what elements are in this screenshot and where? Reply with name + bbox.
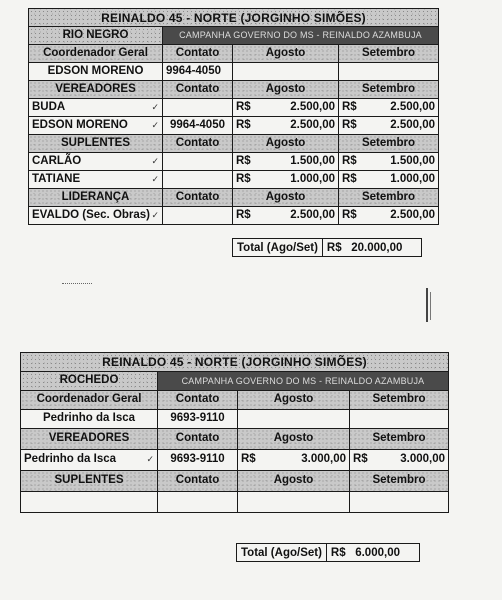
row-name-text: CARLÃO	[32, 154, 82, 167]
section-september-header: Setembro	[339, 189, 439, 207]
row-name	[29, 171, 163, 189]
amount-value: 2.500,00	[290, 118, 335, 131]
section-title: LIDERANÇA	[29, 189, 163, 207]
row-name-text: BUDA	[32, 100, 66, 113]
row-contact: 9964-4050	[163, 117, 233, 135]
row-september	[350, 492, 449, 513]
table2-total-label: Total (Ago/Set)	[237, 544, 327, 562]
currency-symbol: R$	[353, 453, 368, 466]
scan-artifact-dots	[62, 283, 92, 285]
amount-value: 2.500,00	[390, 118, 436, 131]
amount-value: 2.500,00	[390, 208, 436, 221]
table2-section-header	[21, 471, 449, 492]
row-name	[29, 207, 163, 225]
table1-sheet	[28, 8, 439, 225]
section-title: VEREADORES	[29, 81, 163, 99]
table1-section-header	[29, 81, 439, 99]
amount-value: 1.000,00	[390, 172, 436, 185]
amount-value: 1.000,00	[290, 172, 335, 185]
currency-symbol: R$	[342, 172, 357, 185]
table-row	[21, 450, 449, 471]
currency-symbol: R$	[236, 154, 251, 167]
section-contact-header: Contato	[163, 189, 233, 207]
table1-header-august: Agosto	[233, 45, 339, 63]
section-august-header: Agosto	[233, 189, 339, 207]
table1-section-header	[29, 135, 439, 153]
row-august	[233, 117, 339, 135]
table-row	[29, 171, 439, 189]
handwritten-check-icon: ✓	[151, 210, 159, 221]
currency-symbol: R$	[236, 208, 251, 221]
row-name	[29, 153, 163, 171]
section-contact-header: Contato	[163, 81, 233, 99]
currency-symbol: R$	[342, 208, 357, 221]
table1-coordinator-contact: 9964-4050	[163, 63, 233, 81]
table2-coordinator-aug	[238, 410, 350, 429]
table1-total-value	[322, 239, 421, 257]
table2-section-header	[21, 429, 449, 450]
handwritten-check-icon: ✓	[151, 102, 159, 113]
table2-header-august: Agosto	[238, 391, 350, 410]
amount-value: 1.500,00	[290, 154, 335, 167]
section-title: SUPLENTES	[29, 135, 163, 153]
table-row	[29, 153, 439, 171]
row-september	[339, 153, 439, 171]
row-august	[233, 153, 339, 171]
section-september-header: Setembro	[350, 429, 449, 450]
amount-value: 3.000,00	[400, 453, 446, 466]
section-september-header: Setembro	[339, 135, 439, 153]
table-row	[29, 207, 439, 225]
section-title: VEREADORES	[21, 429, 158, 450]
row-name	[21, 450, 158, 471]
handwritten-check-icon: ✓	[151, 120, 159, 131]
table2-header-contact: Contato	[158, 391, 238, 410]
section-august-header: Agosto	[238, 429, 350, 450]
table1-header-september: Setembro	[339, 45, 439, 63]
table1-header-coordinator: Coordenador Geral	[29, 45, 163, 63]
table2-total	[236, 543, 420, 562]
section-contact-header: Contato	[158, 429, 238, 450]
section-title: SUPLENTES	[21, 471, 158, 492]
currency-symbol: R$	[236, 172, 251, 185]
section-september-header: Setembro	[350, 471, 449, 492]
table2-title: REINALDO 45 - NORTE (JORGINHO SIMÕES)	[21, 353, 449, 372]
amount-value: 2.500,00	[390, 100, 436, 113]
section-september-header: Setembro	[339, 81, 439, 99]
table1	[28, 8, 439, 225]
table2-location: ROCHEDO	[21, 372, 158, 391]
table2-coordinator-contact: 9693-9110	[158, 410, 238, 429]
handwritten-check-icon: ✓	[151, 174, 159, 185]
scan-artifact-line-2	[430, 292, 431, 320]
table1-body	[29, 81, 439, 225]
row-contact	[163, 207, 233, 225]
table2	[20, 352, 449, 513]
amount-value: 3.000,00	[301, 453, 346, 466]
table2-sheet	[20, 352, 449, 513]
amount-value: 2.500,00	[290, 100, 335, 113]
table2-header-coordinator: Coordenador Geral	[21, 391, 158, 410]
table2-header-september: Setembro	[350, 391, 449, 410]
row-contact	[163, 153, 233, 171]
currency-symbol: R$	[236, 118, 251, 131]
table1-coordinator-name: EDSON MORENO	[29, 63, 163, 81]
table1-total-amount: 20.000,00	[351, 241, 403, 254]
table2-campaign: CAMPANHA GOVERNO DO MS - REINALDO AZAMBUJA	[158, 372, 449, 391]
row-august	[233, 99, 339, 117]
table1-section-header	[29, 189, 439, 207]
table-row	[29, 117, 439, 135]
table1-total	[232, 238, 422, 257]
scan-artifact-line	[426, 288, 428, 322]
row-name	[21, 492, 158, 513]
row-september	[339, 207, 439, 225]
row-contact	[163, 99, 233, 117]
row-august	[233, 207, 339, 225]
handwritten-check-icon: ✓	[151, 156, 159, 167]
row-september	[339, 117, 439, 135]
row-august	[238, 450, 350, 471]
section-contact-header: Contato	[163, 135, 233, 153]
row-name-text: TATIANE	[32, 172, 81, 185]
table-row	[29, 99, 439, 117]
table1-total-label: Total (Ago/Set)	[233, 239, 323, 257]
row-name-text: EDSON MORENO	[32, 118, 128, 131]
table2-coordinator-sep	[350, 410, 449, 429]
currency-symbol: R$	[236, 100, 251, 113]
table1-total-currency: R$	[326, 241, 342, 254]
table2-coordinator-name: Pedrinho da Isca	[21, 410, 158, 429]
row-august	[238, 492, 350, 513]
row-september	[350, 450, 449, 471]
table-row	[21, 492, 449, 513]
currency-symbol: R$	[342, 154, 357, 167]
table1-coordinator-sep	[339, 63, 439, 81]
table2-total-currency: R$	[330, 546, 346, 559]
currency-symbol: R$	[241, 453, 256, 466]
row-name	[29, 99, 163, 117]
table2-total-value	[326, 544, 419, 562]
table2-body	[21, 429, 449, 513]
table1-coordinator-aug	[233, 63, 339, 81]
row-september	[339, 171, 439, 189]
section-august-header: Agosto	[238, 471, 350, 492]
row-contact	[158, 492, 238, 513]
section-contact-header: Contato	[158, 471, 238, 492]
handwritten-check-icon: ✓	[146, 455, 154, 466]
table1-location: RIO NEGRO	[29, 27, 163, 45]
amount-value: 1.500,00	[390, 154, 436, 167]
table1-header-contact: Contato	[163, 45, 233, 63]
row-name	[29, 117, 163, 135]
row-contact: 9693-9110	[158, 450, 238, 471]
row-contact	[163, 171, 233, 189]
row-name-text: Pedrinho da Isca	[24, 453, 117, 466]
table1-campaign: CAMPANHA GOVERNO DO MS - REINALDO AZAMBUJA	[163, 27, 439, 45]
row-september	[339, 99, 439, 117]
currency-symbol: R$	[342, 100, 357, 113]
section-august-header: Agosto	[233, 81, 339, 99]
table2-total-amount: 6.000,00	[355, 546, 400, 559]
currency-symbol: R$	[342, 118, 357, 131]
section-august-header: Agosto	[233, 135, 339, 153]
table1-title: REINALDO 45 - NORTE (JORGINHO SIMÕES)	[29, 9, 439, 27]
row-august	[233, 171, 339, 189]
amount-value: 2.500,00	[290, 208, 335, 221]
row-name-text: EVALDO (Sec. Obras)	[32, 208, 151, 221]
